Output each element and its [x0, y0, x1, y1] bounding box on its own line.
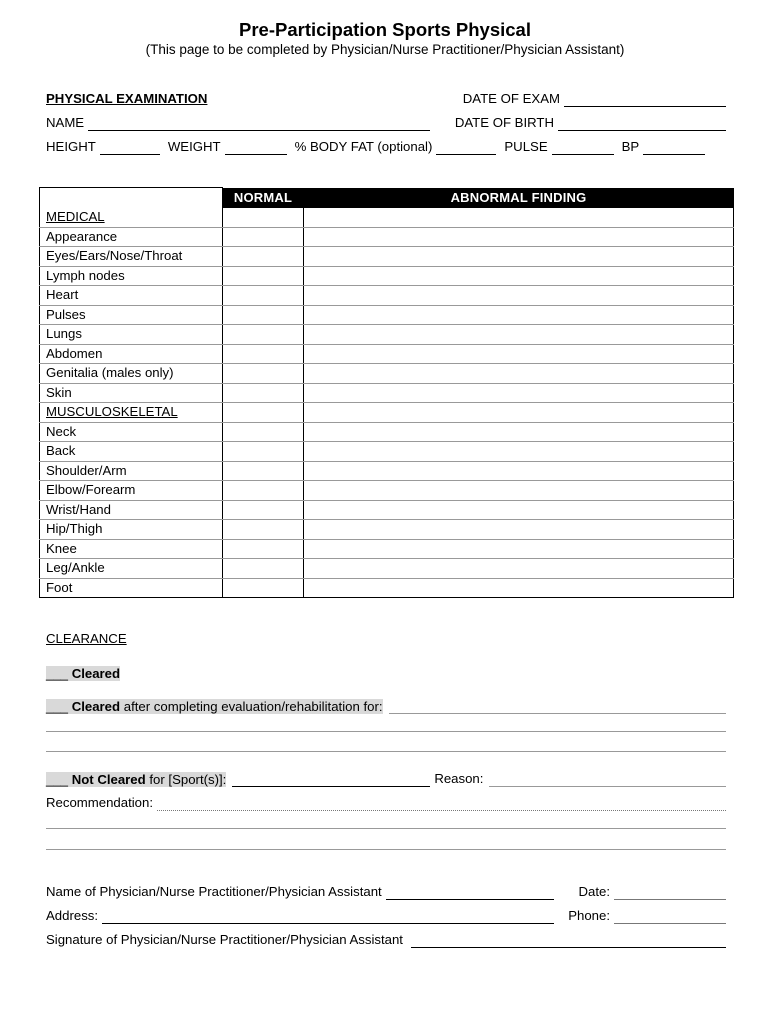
date-label: Date:	[578, 884, 610, 899]
table-category-row	[40, 403, 734, 423]
cleared-after-option[interactable]	[46, 696, 726, 714]
date-of-exam-field[interactable]	[564, 92, 726, 107]
date-field[interactable]	[614, 885, 726, 900]
cleared-label: Cleared	[71, 666, 121, 681]
exam-item-label-cell	[40, 422, 223, 442]
address-label: Address:	[46, 908, 99, 923]
date-of-birth-label: DATE OF BIRTH	[454, 115, 554, 130]
exam-item-label: Lungs	[46, 326, 82, 342]
exam-item-label-cell	[40, 383, 223, 403]
table-row	[40, 559, 734, 579]
normal-cell[interactable]	[223, 383, 304, 403]
exam-item-label-cell	[40, 286, 223, 306]
cleared-after-line-3[interactable]	[46, 751, 726, 752]
not-cleared-bold: Not Cleared	[71, 772, 146, 787]
table-row	[40, 227, 734, 247]
signature-label: Signature of Physician/Nurse Practitioner/Physician Assistant	[46, 932, 403, 947]
category-label: MEDICAL	[46, 209, 105, 225]
table-row	[40, 286, 734, 306]
normal-cell[interactable]	[223, 500, 304, 520]
abnormal-finding-cell[interactable]	[304, 266, 734, 286]
abnormal-finding-cell[interactable]	[304, 364, 734, 384]
table-row	[40, 364, 734, 384]
abnormal-finding-cell[interactable]	[304, 227, 734, 247]
abnormal-finding-cell[interactable]	[304, 383, 734, 403]
bp-label: BP	[621, 139, 640, 154]
table-row	[40, 305, 734, 325]
normal-cell	[223, 208, 304, 227]
normal-cell[interactable]	[223, 266, 304, 286]
phone-field[interactable]	[614, 909, 726, 924]
exam-item-label: Pulses	[46, 306, 86, 322]
exam-table-header	[40, 188, 734, 209]
normal-cell[interactable]	[223, 422, 304, 442]
abnormal-finding-cell[interactable]	[304, 461, 734, 481]
category-label: MUSCULOSKELETAL	[46, 404, 178, 420]
exam-item-label-cell	[40, 344, 223, 364]
exam-item-label: Genitalia (males only)	[46, 365, 174, 381]
pulse-label: PULSE	[504, 139, 548, 154]
exam-item-label: Shoulder/Arm	[46, 462, 127, 478]
recommendation-field[interactable]	[157, 796, 726, 811]
sports-field[interactable]	[232, 772, 430, 787]
col-normal-header: NORMAL	[223, 188, 304, 209]
exam-item-label-cell	[40, 266, 223, 286]
cleared-option[interactable]	[46, 663, 120, 681]
abnormal-finding-cell[interactable]	[304, 481, 734, 501]
cleared-after-line-2[interactable]	[46, 731, 726, 732]
abnormal-finding-cell[interactable]	[304, 305, 734, 325]
normal-cell[interactable]	[223, 325, 304, 345]
table-row	[40, 422, 734, 442]
reason-label: Reason:	[434, 771, 484, 786]
exam-item-label: Heart	[46, 287, 79, 303]
exam-item-label: Hip/Thigh	[46, 521, 103, 537]
normal-cell[interactable]	[223, 364, 304, 384]
height-field[interactable]	[100, 140, 160, 155]
normal-cell[interactable]	[223, 461, 304, 481]
abnormal-finding-cell[interactable]	[304, 344, 734, 364]
cleared-after-bold: Cleared	[71, 699, 121, 714]
normal-cell[interactable]	[223, 442, 304, 462]
body-fat-label: % BODY FAT (optional)	[294, 139, 433, 154]
exam-item-label: Back	[46, 443, 76, 459]
table-row	[40, 442, 734, 462]
exam-item-label-cell	[40, 481, 223, 501]
physician-name-label: Name of Physician/Nurse Practitioner/Physician Assistant	[46, 884, 382, 899]
pulse-field[interactable]	[552, 140, 614, 155]
exam-header-row-3	[46, 137, 726, 155]
abnormal-finding-cell[interactable]	[304, 520, 734, 540]
table-row	[40, 247, 734, 267]
normal-cell[interactable]	[223, 247, 304, 267]
recommendation-label: Recommendation:	[46, 795, 154, 810]
table-row	[40, 500, 734, 520]
col-abnormal-header: ABNORMAL FINDING	[304, 188, 734, 209]
exam-item-label-cell	[40, 325, 223, 345]
abnormal-finding-cell[interactable]	[304, 286, 734, 306]
page-title: Pre-Participation Sports Physical	[239, 19, 531, 40]
table-row	[40, 344, 734, 364]
cleared-after-checkbox-blank[interactable]: ___ Cleared after completing evaluation/rehabilitation for:	[46, 699, 383, 714]
exam-item-label: Neck	[46, 423, 77, 439]
not-cleared-checkbox-blank[interactable]: ___ Not Cleared for [Sport(s)]:	[46, 772, 227, 787]
reason-field[interactable]	[489, 772, 726, 787]
exam-table-body	[40, 208, 734, 598]
abnormal-finding-cell[interactable]	[304, 539, 734, 559]
recommendation-line-2[interactable]	[46, 828, 726, 829]
not-cleared-text: for [Sport(s)]:	[145, 772, 227, 787]
abnormal-finding-cell[interactable]	[304, 422, 734, 442]
normal-cell[interactable]	[223, 227, 304, 247]
physician-name-row	[46, 882, 726, 900]
exam-item-label-cell	[40, 461, 223, 481]
recommendation-line-3[interactable]	[46, 849, 726, 850]
exam-item-label: Lymph nodes	[46, 267, 125, 283]
abnormal-finding-cell[interactable]	[304, 247, 734, 267]
clearance-title: CLEARANCE	[46, 631, 127, 646]
exam-item-label: Knee	[46, 540, 77, 556]
table-category-row	[40, 208, 734, 227]
exam-header-row-1	[46, 89, 726, 107]
normal-cell[interactable]	[223, 305, 304, 325]
normal-cell[interactable]	[223, 344, 304, 364]
category-label-cell	[40, 403, 223, 423]
bp-field[interactable]	[643, 140, 705, 155]
exam-item-label: Abdomen	[46, 345, 103, 361]
weight-field[interactable]	[225, 140, 287, 155]
table-row	[40, 461, 734, 481]
recommendation-row	[46, 793, 726, 811]
normal-cell[interactable]	[223, 539, 304, 559]
page-subtitle: (This page to be completed by Physician/Nurse Practitioner/Physician Assistant)	[145, 42, 625, 57]
weight-label: WEIGHT	[167, 139, 221, 154]
exam-item-label-cell	[40, 227, 223, 247]
exam-item-label-cell	[40, 539, 223, 559]
cleared-after-field[interactable]	[389, 699, 726, 714]
signature-row	[46, 930, 726, 948]
table-row	[40, 481, 734, 501]
exam-item-label: Foot	[46, 579, 73, 595]
abnormal-finding-cell[interactable]	[304, 578, 734, 598]
address-row	[46, 906, 726, 924]
phone-label: Phone:	[568, 908, 610, 923]
table-row	[40, 539, 734, 559]
name-field[interactable]	[88, 116, 430, 131]
abnormal-finding-cell[interactable]	[304, 325, 734, 345]
exam-item-label: Eyes/Ears/Nose/Throat	[46, 248, 183, 264]
exam-item-label: Appearance	[46, 228, 118, 244]
abnormal-finding-cell[interactable]	[304, 500, 734, 520]
exam-table	[39, 187, 734, 598]
normal-cell[interactable]	[223, 578, 304, 598]
table-row	[40, 325, 734, 345]
exam-item-label-cell	[40, 364, 223, 384]
table-row	[40, 266, 734, 286]
normal-cell	[223, 403, 304, 423]
exam-header-row-2	[46, 113, 726, 131]
exam-item-label-cell	[40, 520, 223, 540]
header-blank-cell	[40, 188, 223, 209]
table-row	[40, 578, 734, 598]
abnormal-finding-cell	[304, 403, 734, 423]
abnormal-finding-cell	[304, 208, 734, 227]
date-of-exam-label: DATE OF EXAM	[462, 91, 560, 106]
signature-field[interactable]	[411, 933, 726, 948]
cleared-checkbox-blank[interactable]: ___ Cleared	[46, 666, 121, 681]
normal-cell[interactable]	[223, 481, 304, 501]
table-row	[40, 520, 734, 540]
exam-item-label: Wrist/Hand	[46, 501, 111, 517]
body-fat-field[interactable]	[436, 140, 496, 155]
exam-item-label-cell	[40, 500, 223, 520]
abnormal-finding-cell[interactable]	[304, 559, 734, 579]
physician-name-field[interactable]	[386, 885, 554, 900]
category-label-cell	[40, 208, 223, 227]
normal-cell[interactable]	[223, 520, 304, 540]
exam-item-label-cell	[40, 578, 223, 598]
exam-item-label-cell	[40, 247, 223, 267]
exam-item-label: Leg/Ankle	[46, 560, 105, 576]
cleared-after-text: after completing evaluation/rehabilitation for:	[120, 699, 383, 714]
normal-cell[interactable]	[223, 286, 304, 306]
name-label: NAME	[46, 115, 85, 130]
exam-item-label: Skin	[46, 384, 72, 400]
section-label: PHYSICAL EXAMINATION	[46, 91, 208, 106]
date-of-birth-field[interactable]	[558, 116, 726, 131]
height-label: HEIGHT	[46, 139, 96, 154]
exam-item-label-cell	[40, 442, 223, 462]
not-cleared-option[interactable]	[46, 769, 726, 787]
exam-item-label-cell	[40, 559, 223, 579]
exam-item-label-cell	[40, 305, 223, 325]
address-field[interactable]	[102, 909, 554, 924]
abnormal-finding-cell[interactable]	[304, 442, 734, 462]
table-row	[40, 383, 734, 403]
normal-cell[interactable]	[223, 559, 304, 579]
exam-item-label: Elbow/Forearm	[46, 482, 136, 498]
